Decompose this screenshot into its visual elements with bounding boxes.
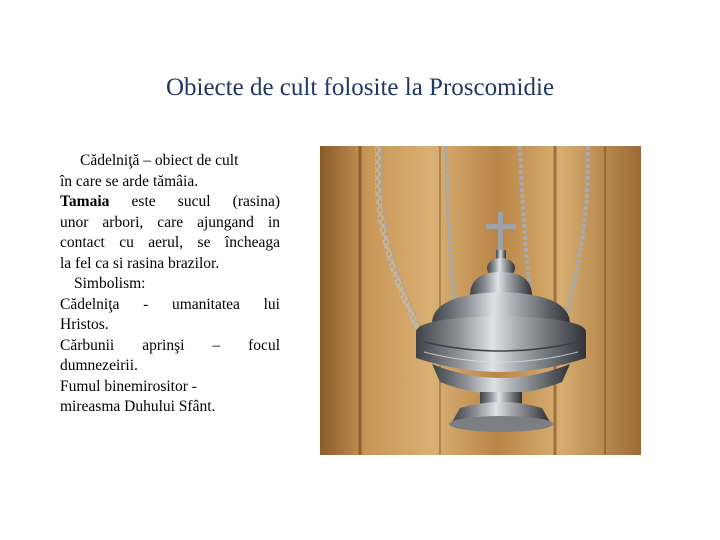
- slide-title: Obiecte de cult folosite la Proscomidie: [165, 74, 555, 101]
- text-line: Hristos.: [60, 316, 109, 333]
- text-line: dumnezeirii.: [60, 357, 138, 374]
- text-line: contact cu aerul, se încheaga: [60, 234, 280, 251]
- text-line: unor arbori, care ajungand in: [60, 213, 280, 231]
- text-line: Simbolism:: [74, 275, 146, 292]
- text-line: în care se arde tămâia.: [60, 172, 199, 190]
- text-line: [60, 192, 280, 213]
- text-line: la fel ca si rasina brazilor.: [60, 254, 220, 272]
- censer-photo: [320, 146, 641, 455]
- text-fragment: este sucul (rasina): [109, 193, 280, 210]
- slide-body-text: [60, 151, 280, 418]
- text-line: Cădelniţă – obiect de cult: [80, 152, 239, 169]
- term-tamaia: Tamaia: [60, 193, 110, 210]
- text-line: Cărbunii aprinşi – focul: [60, 336, 280, 354]
- text-line: mireasma Duhului Sfânt.: [60, 398, 216, 415]
- text-line: Cădelniţa - umanitatea lui: [60, 295, 280, 313]
- text-line: Fumul binemirositor -: [60, 377, 197, 395]
- censer-illustration: [320, 146, 641, 455]
